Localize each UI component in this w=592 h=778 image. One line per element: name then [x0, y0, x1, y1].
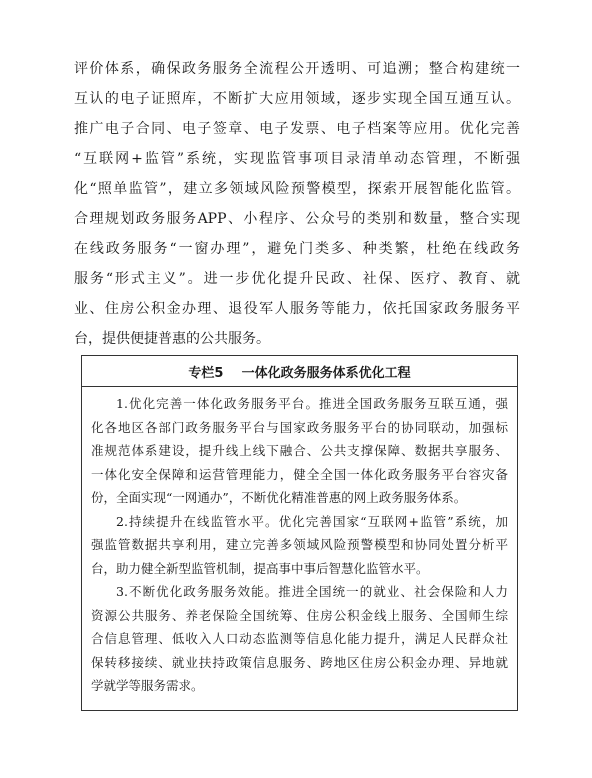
- box-line: 合信息管理、低收入人口动态监测等信息化能力提升，满足人民群众社: [91, 631, 508, 646]
- box-line: 1.优化完善一体化政务服务平台。推进全国政务服务互联互通，强: [116, 396, 508, 411]
- box-title: [82, 356, 517, 387]
- column-box: [81, 355, 518, 711]
- body-line: 服务“形式主义”。进一步优化提升民政、社保、医疗、教育、就: [74, 271, 520, 287]
- box-line: 资源公共服务、养老保险全国统筹、住房公积金线上服务、全国师生综: [91, 607, 508, 623]
- body-line: 推广电子合同、电子签章、电子发票、电子档案等应用。优化完善: [74, 121, 520, 137]
- box-line: 强监管数据共享利用，建立完善多领域风险预警模型和协同处置分析平: [91, 537, 508, 552]
- body-line: 互认的电子证照库，不断扩大应用领域，逐步实现全国互通互认。: [74, 91, 520, 107]
- box-line: 份，全面实现“一网通办”，不断优化精准普惠的网上政务服务体系。: [91, 490, 467, 505]
- body-line: 合理规划政务服务APP、小程序、公众号的类别和数量，整合实现: [74, 211, 520, 227]
- body-line: 评价体系，确保政务服务全流程公开透明、可追溯；整合构建统一: [74, 61, 520, 77]
- body-line: 台，提供便捷普惠的公共服务。: [74, 331, 270, 347]
- body-line: “互联网+监管”系统，实现监管事项目录清单动态管理，不断强: [74, 151, 520, 167]
- box-line: 准规范体系建设，提升线上线下融合、公共支撑保障、数据共享服务、: [91, 443, 508, 458]
- box-line: 保转移接续、就业扶持政策信息服务、跨地区住房公积金办理、异地就: [91, 654, 508, 670]
- body-line: 化“照单监管”，建立多领域风险预警模型，探索开展智能化监管。: [74, 181, 520, 197]
- body-line: 在线政务服务“一窗办理”，避免门类多、种类繁，杜绝在线政务: [74, 241, 520, 257]
- box-body: [82, 387, 517, 701]
- box-line: 一体化安全保障和运营管理能力，健全全国一体化政务服务平台容灾备: [91, 466, 508, 482]
- box-line: 台，助力健全新型监管机制，提高事中事后智慧化监管水平。: [91, 560, 429, 576]
- box-title-text: 一体化政务服务体系优化工程: [241, 365, 411, 381]
- box-label: 专栏5: [188, 365, 224, 381]
- body-paragraph: [74, 59, 520, 359]
- box-line: 学就学等服务需求。: [91, 678, 204, 693]
- box-line: 2.持续提升在线监管水平。优化完善国家“互联网+监管”系统，加: [116, 513, 508, 529]
- box-line: 化各地区各部门政务服务平台与国家政务服务平台的协同联动，加强标: [91, 419, 508, 435]
- body-line: 业、住房公积金办理、退役军人服务等能力，依托国家政务服务平: [74, 301, 520, 317]
- box-line: 3.不断优化政务服务效能。推进全国统一的就业、社会保险和人力: [116, 584, 508, 599]
